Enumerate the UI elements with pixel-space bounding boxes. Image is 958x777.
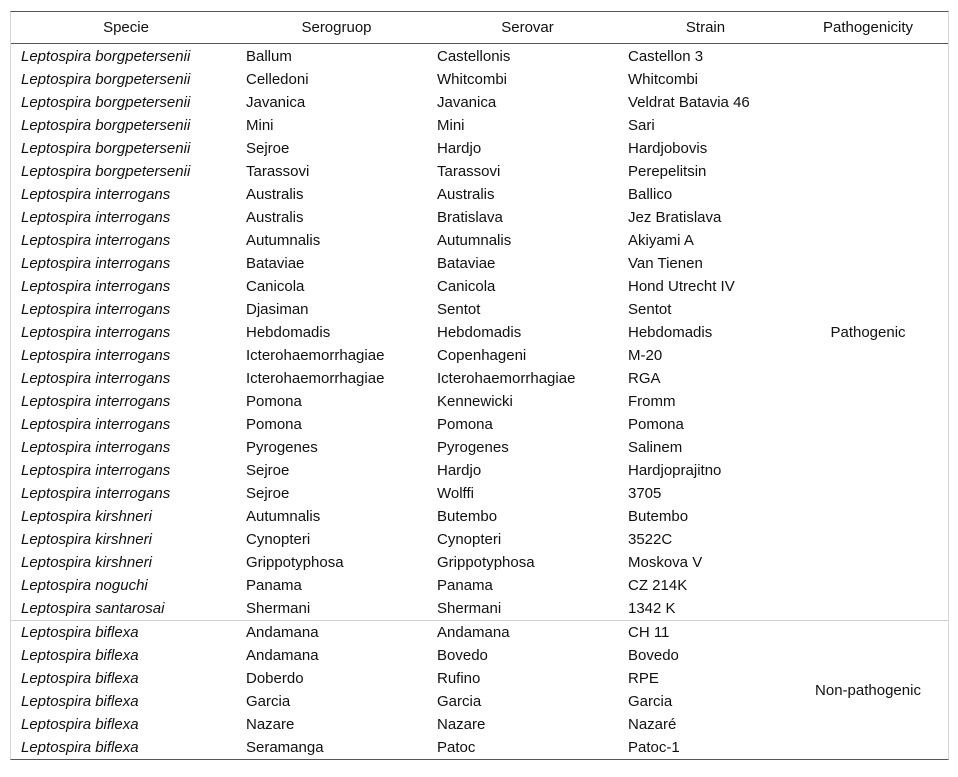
cell-strain: 3705 (628, 485, 662, 502)
cell-specie: Leptospira biflexa (11, 621, 241, 645)
cell-strain: RPE (628, 670, 659, 687)
cell-serogroup: Celledoni (246, 71, 309, 88)
header-strain: Strain (623, 12, 788, 44)
cell-serovar: Panama (437, 577, 493, 594)
cell-serovar: Shermani (437, 600, 502, 617)
cell-serovar: Sentot (437, 301, 481, 318)
cell-pathogenicity: Non-pathogenic (788, 621, 948, 760)
cell-serovar: Hardjo (437, 140, 482, 157)
cell-serovar: Grippotyphosa (437, 554, 535, 571)
cell-serovar: Rufino (437, 670, 481, 687)
cell-pathogenicity: Pathogenic (830, 324, 906, 341)
cell-serogroup: Sejroe (246, 485, 290, 502)
cell-serogroup: Pomona (246, 393, 302, 410)
cell-serovar: Javanica (437, 94, 497, 111)
cell-serovar: Bratislava (437, 209, 503, 226)
header-serogroup: Serogruop (241, 12, 432, 44)
cell-serogroup: Canicola (246, 278, 305, 295)
cell-serogroup: Pyrogenes (246, 439, 318, 456)
header-specie: Specie (11, 12, 241, 44)
cell-serovar: Cynopteri (437, 531, 502, 548)
cell-serogroup: Shermani (246, 600, 311, 617)
cell-specie: Leptospira interrogans (21, 301, 171, 318)
cell-strain: Whitcombi (628, 71, 699, 88)
cell-serogroup: Ballum (246, 48, 292, 65)
cell-specie: Leptospira biflexa (21, 739, 139, 756)
cell-specie: Leptospira kirshneri (21, 508, 152, 525)
cell-strain: 1342 K (628, 600, 676, 617)
cell-specie: Leptospira interrogans (21, 370, 171, 387)
cell-strain: Pomona (628, 416, 684, 433)
cell-specie: Leptospira interrogans (21, 255, 171, 272)
cell-serovar: Andamana (432, 621, 623, 645)
cell-strain: Ballico (628, 186, 673, 203)
cell-strain: CZ 214K (628, 577, 688, 594)
cell-serogroup: Bataviae (246, 255, 305, 272)
cell-serogroup: Andamana (246, 647, 319, 664)
cell-serogroup: Javanica (246, 94, 306, 111)
cell-serovar: Whitcombi (437, 71, 508, 88)
cell-serovar: Autumnalis (437, 232, 512, 249)
cell-serovar: Bovedo (437, 647, 488, 664)
strain-table (11, 12, 948, 759)
cell-serovar: Butembo (437, 508, 498, 525)
table-row (11, 621, 948, 645)
cell-specie: Leptospira interrogans (21, 485, 171, 502)
table-body (11, 44, 948, 760)
cell-serogroup: Panama (246, 577, 302, 594)
cell-serogroup: Pomona (246, 416, 302, 433)
cell-strain: Patoc-1 (628, 739, 680, 756)
cell-specie: Leptospira interrogans (21, 393, 171, 410)
cell-specie: Leptospira borgpetersenii (21, 163, 191, 180)
cell-specie: Leptospira borgpetersenii (21, 94, 191, 111)
cell-serovar: Canicola (437, 278, 496, 295)
cell-serogroup: Sejroe (246, 462, 290, 479)
cell-strain: Van Tienen (628, 255, 703, 272)
cell-specie: Leptospira borgpetersenii (21, 71, 191, 88)
cell-serovar: Copenhageni (437, 347, 527, 364)
cell-strain: Butembo (628, 508, 689, 525)
cell-strain: Salinem (628, 439, 683, 456)
cell-serogroup: Autumnalis (246, 232, 321, 249)
cell-serogroup: Garcia (246, 693, 291, 710)
header-pathogenicity: Pathogenicity (788, 12, 948, 44)
cell-serovar: Pomona (437, 416, 493, 433)
header-row (11, 12, 948, 44)
cell-serovar: Icterohaemorrhagiae (437, 370, 576, 387)
cell-serogroup: Nazare (246, 716, 295, 733)
cell-specie: Leptospira borgpetersenii (21, 48, 191, 65)
cell-specie: Leptospira kirshneri (21, 531, 152, 548)
cell-specie: Leptospira kirshneri (21, 554, 152, 571)
cell-serogroup: Grippotyphosa (246, 554, 344, 571)
cell-serovar: Nazare (437, 716, 486, 733)
cell-specie: Leptospira interrogans (21, 416, 171, 433)
table-header (11, 12, 948, 44)
cell-specie: Leptospira borgpetersenii (21, 117, 191, 134)
cell-serovar: Patoc (437, 739, 476, 756)
cell-serogroup: Seramanga (246, 739, 324, 756)
cell-specie: Leptospira noguchi (21, 577, 148, 594)
cell-specie: Leptospira biflexa (21, 716, 139, 733)
cell-strain: Perepelitsin (628, 163, 707, 180)
table-row (11, 44, 948, 69)
cell-strain: 3522C (628, 531, 673, 548)
cell-strain: Bovedo (628, 647, 679, 664)
cell-serogroup: Sejroe (246, 140, 290, 157)
cell-serovar: Kennewicki (437, 393, 513, 410)
cell-serovar: Australis (437, 186, 495, 203)
cell-strain: CH 11 (623, 621, 788, 645)
cell-specie: Leptospira interrogans (21, 439, 171, 456)
cell-strain: Garcia (628, 693, 673, 710)
cell-strain: Veldrat Batavia 46 (628, 94, 750, 111)
cell-serogroup: Australis (246, 209, 304, 226)
cell-serovar: Mini (437, 117, 465, 134)
cell-serovar: Wolffi (437, 485, 474, 502)
cell-specie: Leptospira interrogans (21, 462, 171, 479)
cell-specie: Leptospira interrogans (21, 324, 171, 341)
cell-serogroup: Icterohaemorrhagiae (246, 347, 385, 364)
cell-specie: Leptospira biflexa (21, 693, 139, 710)
cell-specie: Leptospira interrogans (21, 278, 171, 295)
cell-strain: Sentot (628, 301, 672, 318)
cell-serogroup: Hebdomadis (246, 324, 331, 341)
cell-strain: Hebdomadis (628, 324, 713, 341)
cell-serogroup: Autumnalis (246, 508, 321, 525)
cell-serovar: Hebdomadis (437, 324, 522, 341)
header-serovar: Serovar (432, 12, 623, 44)
cell-serogroup: Djasiman (246, 301, 309, 318)
cell-serogroup: Icterohaemorrhagiae (246, 370, 385, 387)
cell-strain: Sari (628, 117, 655, 134)
cell-strain: M-20 (628, 347, 663, 364)
cell-strain: RGA (628, 370, 661, 387)
cell-strain: Nazaré (628, 716, 677, 733)
cell-serovar: Bataviae (437, 255, 496, 272)
cell-serovar: Tarassovi (437, 163, 501, 180)
cell-specie: Leptospira interrogans (21, 186, 171, 203)
cell-serogroup: Cynopteri (246, 531, 311, 548)
leptospira-strains-table (10, 11, 949, 760)
cell-serovar: Pyrogenes (437, 439, 509, 456)
cell-specie: Leptospira borgpetersenii (21, 140, 191, 157)
cell-serogroup: Australis (246, 186, 304, 203)
cell-specie: Leptospira interrogans (21, 209, 171, 226)
cell-strain: Jez Bratislava (628, 209, 722, 226)
cell-serogroup: Mini (246, 117, 274, 134)
cell-serogroup: Andamana (241, 621, 432, 645)
cell-specie: Leptospira santarosai (21, 600, 165, 617)
cell-strain: Castellon 3 (628, 48, 704, 65)
cell-serovar: Hardjo (437, 462, 482, 479)
cell-specie: Leptospira biflexa (21, 670, 139, 687)
cell-serovar: Castellonis (437, 48, 511, 65)
cell-serogroup: Tarassovi (246, 163, 310, 180)
cell-specie: Leptospira biflexa (21, 647, 139, 664)
cell-strain: Moskova V (628, 554, 703, 571)
cell-strain: Hardjobovis (628, 140, 708, 157)
cell-strain: Fromm (628, 393, 676, 410)
cell-serovar: Garcia (437, 693, 482, 710)
cell-specie: Leptospira interrogans (21, 232, 171, 249)
cell-specie: Leptospira interrogans (21, 347, 171, 364)
cell-serogroup: Doberdo (246, 670, 304, 687)
cell-strain: Hond Utrecht IV (628, 278, 735, 295)
cell-strain: Akiyami A (628, 232, 694, 249)
cell-strain: Hardjoprajitno (628, 462, 722, 479)
